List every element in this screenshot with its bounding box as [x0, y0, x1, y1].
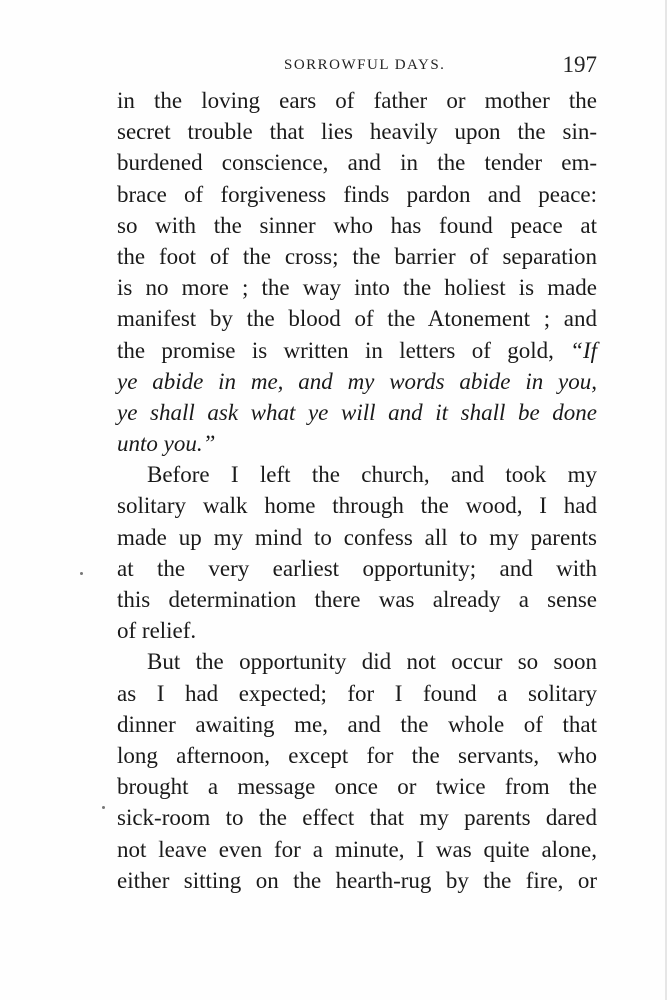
text-line: the foot of the cross; the barrier of separation	[117, 243, 597, 269]
text-line-with-quote	[117, 335, 597, 366]
text-line: dinner awaiting me, and the whole of that	[117, 711, 597, 737]
paragraph-first-line: But the opportunity did not occur so soon	[147, 649, 597, 675]
text-line: solitary walk home through the wood, I had	[117, 493, 597, 519]
text-line: sick-room to the effect that my parents dared	[117, 805, 597, 831]
body-text	[117, 85, 597, 896]
text-line: at the very earliest opportunity; and with	[117, 555, 597, 581]
text-line: brace of forgiveness finds pardon and peace:	[117, 181, 597, 207]
text-line: made up my mind to confess all to my parents	[117, 524, 597, 550]
text-line: not leave even for a minute, I was quite alone,	[117, 836, 597, 862]
italic-text-line: ye shall ask what ye will and it shall be done	[117, 399, 597, 425]
text-line: as I had expected; for I found a solitary	[117, 680, 597, 706]
paper-speck	[80, 572, 83, 575]
text-line: manifest by the blood of the Atonement ; and	[117, 306, 597, 332]
text-line: of relief.	[117, 618, 197, 644]
page-header	[117, 52, 597, 82]
page-number: 197	[562, 52, 597, 77]
paragraph-first-line: Before I left the church, and took my	[147, 462, 597, 488]
text-line: in the loving ears of father or mother the	[117, 88, 597, 113]
text-line: this determination there was already a sense	[117, 587, 597, 612]
text-line: so with the sinner who has found peace at	[117, 212, 597, 238]
text-segment: the promise is written in letters of gold,	[117, 337, 554, 363]
running-head: SORROWFUL DAYS.	[284, 57, 446, 73]
text-line: burdened conscience, and in the tender em-	[117, 150, 597, 176]
italic-quote-start: “If	[570, 337, 598, 363]
paper-speck	[102, 806, 105, 809]
text-line: is no more ; the way into the holiest is made	[117, 275, 597, 301]
italic-text-line: ye abide in me, and my words abide in you,	[117, 368, 597, 394]
italic-text-line: unto you.”	[117, 431, 216, 457]
text-line: brought a message once or twice from the	[117, 774, 597, 800]
text-line: either sitting on the hearth-rug by the fire, or	[117, 867, 597, 893]
text-line: secret trouble that lies heavily upon the sin-	[117, 119, 597, 145]
text-line: long afternoon, except for the servants, who	[117, 742, 597, 768]
